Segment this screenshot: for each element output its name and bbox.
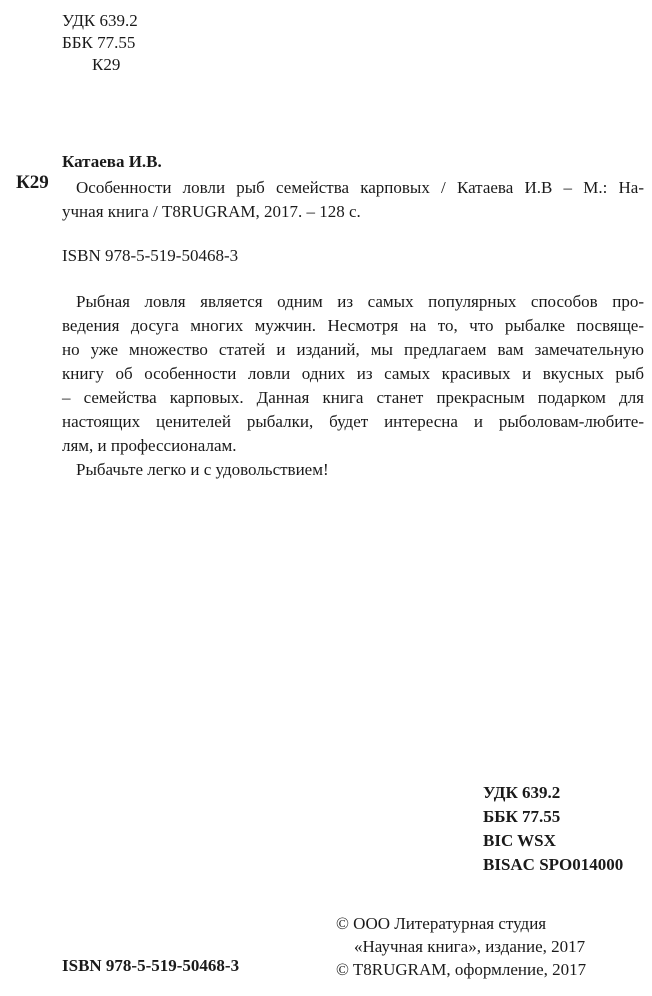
header-udk: УДК 639.2 xyxy=(62,11,138,30)
footer-isbn: ISBN 978-5-519-50468-3 xyxy=(62,956,240,975)
classification-bic: BIC WSX xyxy=(483,831,556,850)
copyright-line-2: «Научная книга», издание, 2017 xyxy=(354,937,586,956)
side-author-mark: К29 xyxy=(16,172,49,193)
copyright-line-1: © ООО Литературная студия xyxy=(336,914,547,933)
annotation-line: книгу об особенности ловли одних из самых красивых и вкусных рыб xyxy=(62,364,644,383)
classification-bisac: BISAC SPO014000 xyxy=(483,855,624,874)
bibliographic-line-2: учная книга / T8RUGRAM, 2017. – 128 с. xyxy=(62,202,361,221)
isbn-record: ISBN 978-5-519-50468-3 xyxy=(62,246,239,265)
classification-udk: УДК 639.2 xyxy=(483,783,561,802)
annotation-closing: Рыбачьте легко и с удовольствием! xyxy=(76,460,329,479)
classification-bbk: ББК 77.55 xyxy=(483,807,561,826)
header-bbk: ББК 77.55 xyxy=(62,33,136,52)
annotation-line: лям, и профессионалам. xyxy=(62,436,237,455)
annotation xyxy=(62,290,644,482)
classification-block xyxy=(483,781,623,877)
bibliographic-line-1: Особенности ловли рыб семейства карповых / Катаева И.В – М.: На- xyxy=(76,178,644,197)
header-author-mark: К29 xyxy=(92,55,121,74)
copyright-line-3: © T8RUGRAM, оформление, 2017 xyxy=(336,960,587,979)
header-classification-codes xyxy=(62,10,138,76)
annotation-line: Рыбная ловля является одним из самых популярных способов про- xyxy=(76,292,644,311)
annotation-line: но уже множество статей и изданий, мы предлагаем вам замечательную xyxy=(62,340,644,359)
copyright-block xyxy=(336,912,586,981)
annotation-line: – семейства карповых. Данная книга станет прекрасным подарком для xyxy=(62,388,644,407)
annotation-line: настоящих ценителей рыбалки, будет интересна и рыболовам-любите- xyxy=(62,412,644,431)
annotation-line: ведения досуга многих мужчин. Несмотря на то, что рыбалке посвяще- xyxy=(62,316,644,335)
bibliographic-description xyxy=(62,176,644,224)
author-name: Катаева И.В. xyxy=(62,152,162,171)
